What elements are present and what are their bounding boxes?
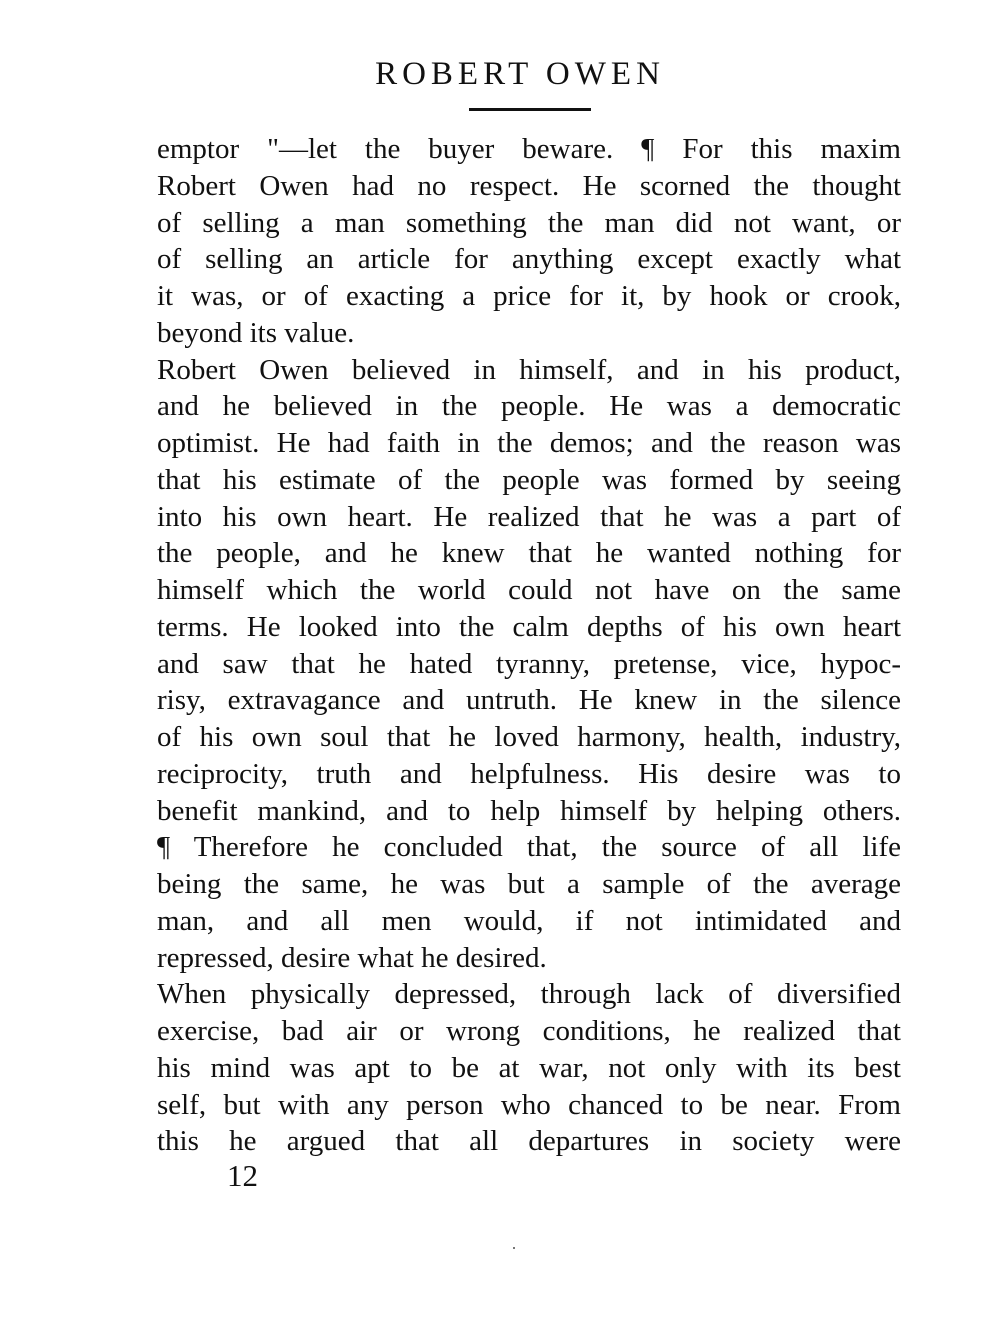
text-line: Robert Owen believed in himself, and in his product,: [157, 353, 901, 386]
text-line: of selling an article for anything except exactly what: [157, 243, 901, 276]
text-line: that his estimate of the people was formed by seeing: [157, 463, 901, 496]
text-line: self, but with any person who chanced to be near. From: [157, 1088, 901, 1121]
text-line: optimist. He had faith in the demos; and the reason was: [157, 427, 901, 459]
text-line: the people, and he knew that he wanted nothing for: [157, 537, 901, 570]
print-speck: [513, 1247, 515, 1249]
text-line: into his own heart. He realized that he was a part of: [157, 500, 901, 533]
text-line: his mind was apt to be at war, not only with its best: [157, 1051, 901, 1084]
text-line: Robert Owen had no respect. He scorned the thought: [157, 169, 901, 202]
text-line: beyond its value.: [157, 316, 355, 349]
running-head: ROBERT OWEN: [375, 56, 665, 92]
text-line: of his own soul that he loved harmony, health, industry,: [157, 721, 901, 753]
text-line: himself which the world could not have on the same: [157, 574, 901, 606]
text-line: terms. He looked into the calm depths of his own heart: [157, 610, 901, 643]
text-line: of selling a man something the man did not want, or: [157, 206, 901, 239]
text-line: repressed, desire what he desired.: [157, 941, 547, 974]
page-number: 12: [227, 1158, 258, 1193]
head-rule: [469, 108, 591, 111]
body-text: [157, 131, 901, 1160]
text-line: ¶ Therefore he concluded that, the source of all life: [157, 831, 901, 864]
text-line: being the same, he was but a sample of the average: [157, 868, 901, 900]
text-line: this he argued that all departures in society were: [157, 1125, 901, 1158]
text-line: and he believed in the people. He was a democratic: [157, 390, 901, 423]
text-line: benefit mankind, and to help himself by helping others.: [157, 794, 901, 827]
text-line: emptor "—let the buyer beware. ¶ For this maxim: [157, 133, 901, 165]
text-line: and saw that he hated tyranny, pretense, vice, hypoc-: [157, 647, 901, 680]
text-line: reciprocity, truth and helpfulness. His desire was to: [157, 757, 901, 790]
text-line: When physically depressed, through lack of diversified: [157, 978, 901, 1011]
text-line: risy, extravagance and untruth. He knew in the silence: [157, 684, 901, 717]
text-line: exercise, bad air or wrong conditions, he realized that: [157, 1015, 901, 1047]
text-line: it was, or of exacting a price for it, by hook or crook,: [157, 280, 901, 312]
text-line: man, and all men would, if not intimidated and: [157, 904, 901, 937]
